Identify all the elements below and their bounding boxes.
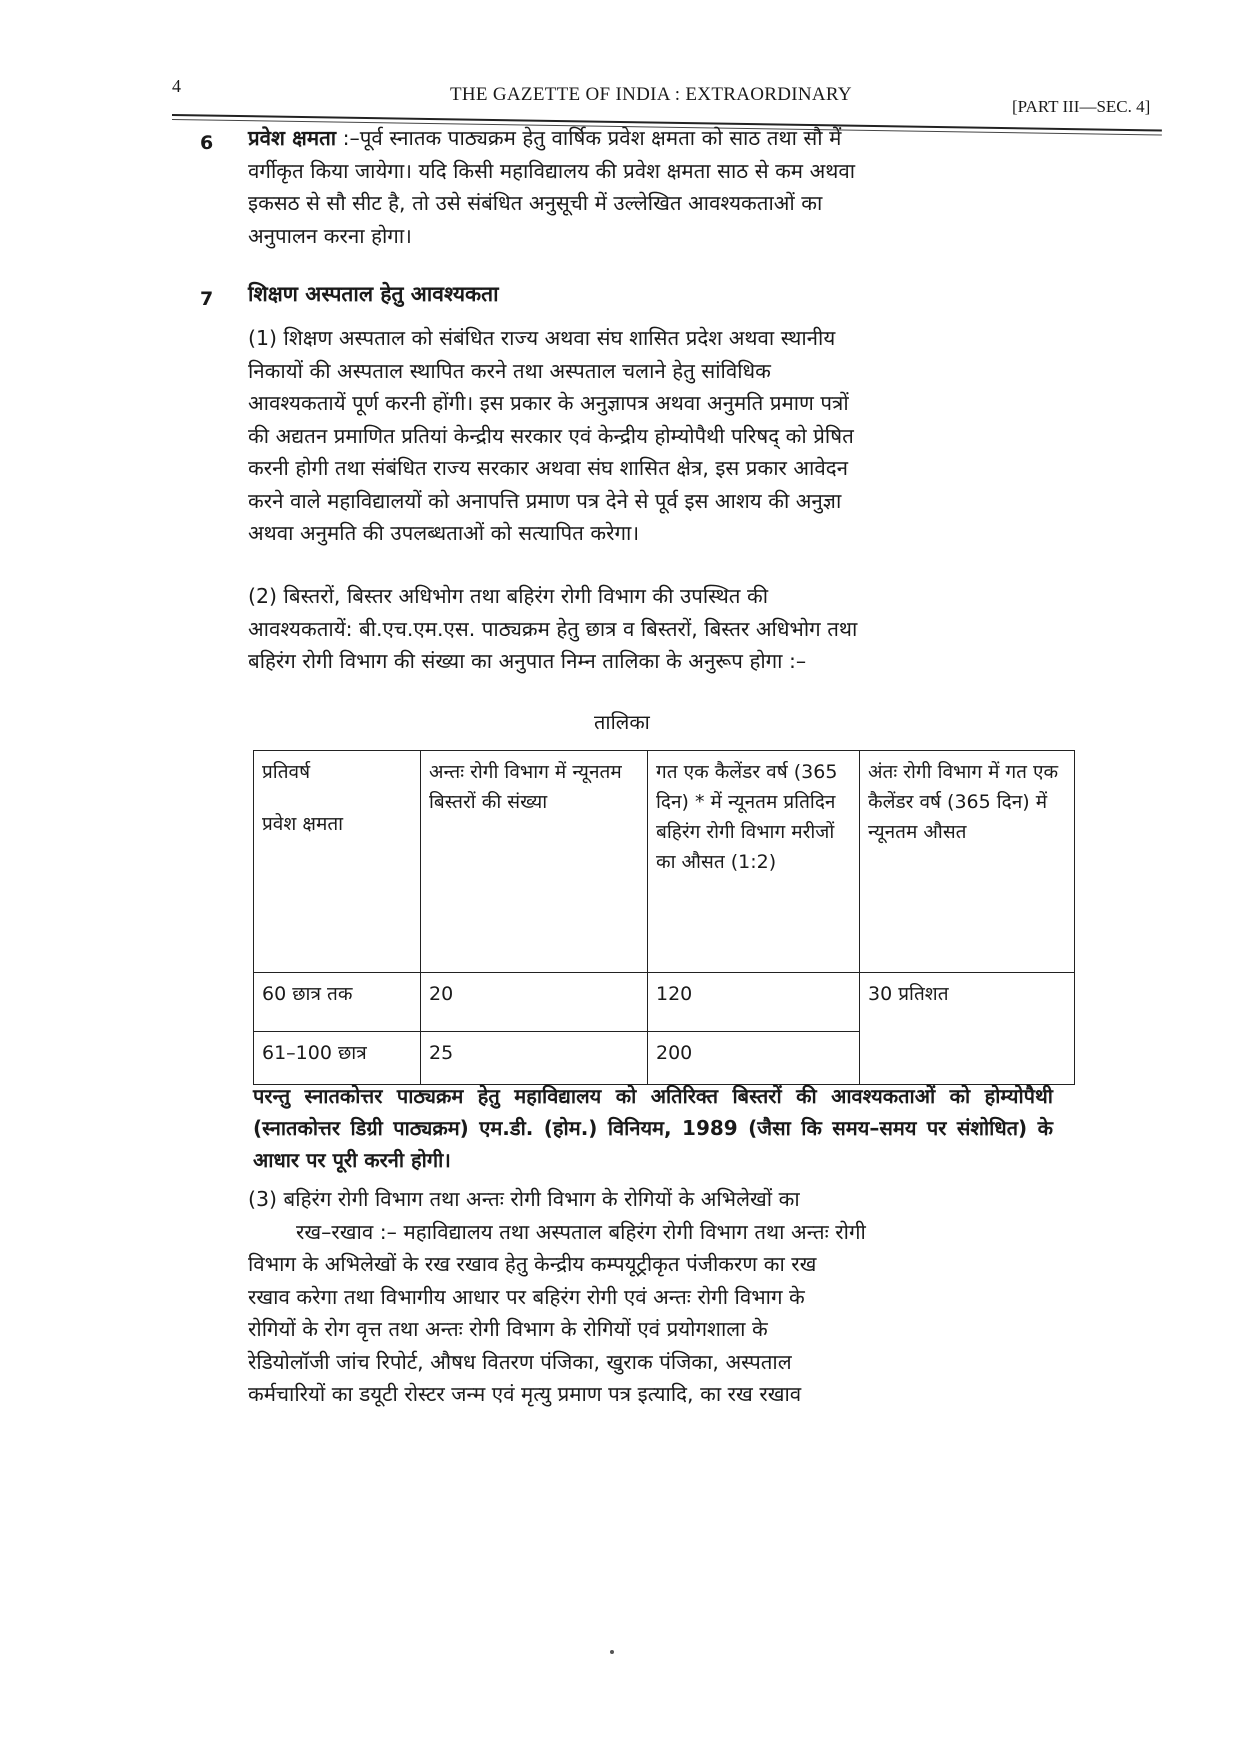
- header-ipd: अंतः रोगी विभाग में गत एक कैलेंडर वर्ष (365 दिन) में न्यूनतम औसत: [860, 751, 1075, 973]
- header-intake: [254, 751, 421, 973]
- header-opd: गत एक कैलेंडर वर्ष (365 दिन) * में न्यूनतम प्रतिदिन बहिरंग रोगी विभाग मरीजों का औसत (1:2): [648, 751, 860, 973]
- section-7-para-1: [248, 322, 1068, 550]
- para-line: रेडियोलॉजी जांच रिपोर्ट, औषध वितरण पंजिका, खुराक पंजिका, अस्पताल: [248, 1349, 792, 1374]
- header-beds: अन्तः रोगी विभाग में न्यूनतम बिस्तरों की संख्या: [421, 751, 648, 973]
- table-caption: तालिका: [594, 710, 650, 734]
- para-line: करनी होगी तथा संबंधित राज्य सरकार अथवा संघ शासित क्षेत्र, इस प्रकार आवेदन: [248, 456, 849, 480]
- section-7-para-2: [248, 580, 1068, 678]
- section-7-number: 7: [200, 288, 214, 310]
- para-line: आवश्यकतायें पूर्ण करनी होंगी। इस प्रकार के अनुज्ञापत्र अथवा अनुमति प्रमाण पत्रों: [248, 391, 849, 415]
- cell-ipd-average: 30 प्रतिशत: [860, 973, 1075, 1085]
- section-7-para-3: [248, 1183, 1068, 1411]
- table-header-row: [254, 751, 1075, 973]
- para-line: निकायों की अस्पताल स्थापित करने तथा अस्पताल चलाने हेतु सांविधिक: [248, 358, 771, 383]
- scan-speck: [610, 1650, 614, 1654]
- para-line: रोगियों के रोग वृत्त तथा अन्तः रोगी विभाग के रोगियों एवं प्रयोगशाला के: [248, 1317, 768, 1341]
- para-line: विभाग के अभिलेखों के रख रखाव हेतु केन्द्रीय कम्पयूट्रीकृत पंजीकरण का रख: [248, 1252, 817, 1276]
- para-line: (3) बहिरंग रोगी विभाग तथा अन्तः रोगी विभाग के रोगियों के अभिलेखों का: [248, 1187, 800, 1211]
- section-6-line: वर्गीकृत किया जायेगा। यदि किसी महाविद्यालय की प्रवेश क्षमता साठ से कम अथवा: [248, 158, 856, 183]
- para-line: अथवा अनुमति की उपलब्धताओं को सत्यापित करेगा।: [248, 521, 640, 545]
- header-intake-a: प्रतिवर्ष: [262, 761, 311, 783]
- para-line: (1) शिक्षण अस्पताल को संबंधित राज्य अथवा संघ शासित प्रदेश अथवा स्थानीय: [248, 326, 836, 350]
- section-6-lead: प्रवेश क्षमता: [248, 126, 337, 150]
- cell-intake: 61–100 छात्र: [254, 1032, 421, 1085]
- bed-ratio-table: [253, 750, 1075, 1085]
- section-6-number: 6: [200, 132, 214, 154]
- section-6-text: [248, 122, 1068, 252]
- part-section-ref: [PART III—SEC. 4]: [1012, 97, 1151, 116]
- proviso-text: परन्तु स्नातकोत्तर पाठ्यक्रम हेतु महाविद्यालय को अतिरिक्त बिस्तरों की आवश्यकताओं को होम्योपैथी (स्नातकोत्तर डिग्री पाठ्यक्रम) एम.डी. (होम.) विनियम, 1989 (जैसा कि समय–समय पर संशोधित) के आधार पर पूरी करनी होगी।: [253, 1084, 1053, 1172]
- para-line: बहिरंग रोगी विभाग की संख्या का अनुपात निम्न तालिका के अनुरूप होगा :–: [248, 649, 807, 673]
- cell-beds: 20: [421, 973, 648, 1032]
- table-row: [254, 973, 1075, 1032]
- section-7-heading: शिक्षण अस्पताल हेतु आवश्यकता: [248, 282, 499, 306]
- page-number: 4: [172, 76, 181, 96]
- cell-opd: 120: [648, 973, 860, 1032]
- gazette-title: THE GAZETTE OF INDIA : EXTRAORDINARY: [450, 84, 852, 105]
- para-line: रख–रखाव :– महाविद्यालय तथा अस्पताल बहिरंग रोगी विभाग तथा अन्तः रोगी: [296, 1219, 866, 1244]
- para-line: रखाव करेगा तथा विभागीय आधार पर बहिरंग रोगी एवं अन्तः रोगी विभाग के: [248, 1284, 805, 1309]
- header-intake-b: प्रवेश क्षमता: [262, 813, 344, 835]
- para-line: आवश्यकतायें: बी.एच.एम.एस. पाठ्यक्रम हेतु छात्र व बिस्तरों, बिस्तर अधिभोग तथा: [248, 616, 858, 641]
- cell-opd: 200: [648, 1032, 860, 1085]
- section-6-line: :–पूर्व स्नातक पाठ्यक्रम हेतु वार्षिक प्रवेश क्षमता को साठ तथा सौ में: [342, 126, 842, 150]
- section-6-line: अनुपालन करना होगा।: [248, 223, 412, 248]
- para-line: की अद्यतन प्रमाणित प्रतियां केन्द्रीय सरकार एवं केन्द्रीय होम्योपैथी परिषद् को प्रेषित: [248, 423, 854, 448]
- cell-intake: 60 छात्र तक: [254, 973, 421, 1032]
- para-line: (2) बिस्तरों, बिस्तर अधिभोग तथा बहिरंग रोगी विभाग की उपस्थित की: [248, 584, 769, 608]
- para-line: कर्मचारियों का डयूटी रोस्टर जन्म एवं मृत्यु प्रमाण पत्र इत्यादि, का रख रखाव: [248, 1382, 802, 1406]
- cell-beds: 25: [421, 1032, 648, 1085]
- para-line: करने वाले महाविद्यालयों को अनापत्ति प्रमाण पत्र देने से पूर्व इस आशय की अनुज्ञा: [248, 488, 842, 513]
- section-6-line: इकसठ से सौ सीट है, तो उसे संबंधित अनुसूची में उल्लेखित आवश्यकताओं का: [248, 191, 823, 215]
